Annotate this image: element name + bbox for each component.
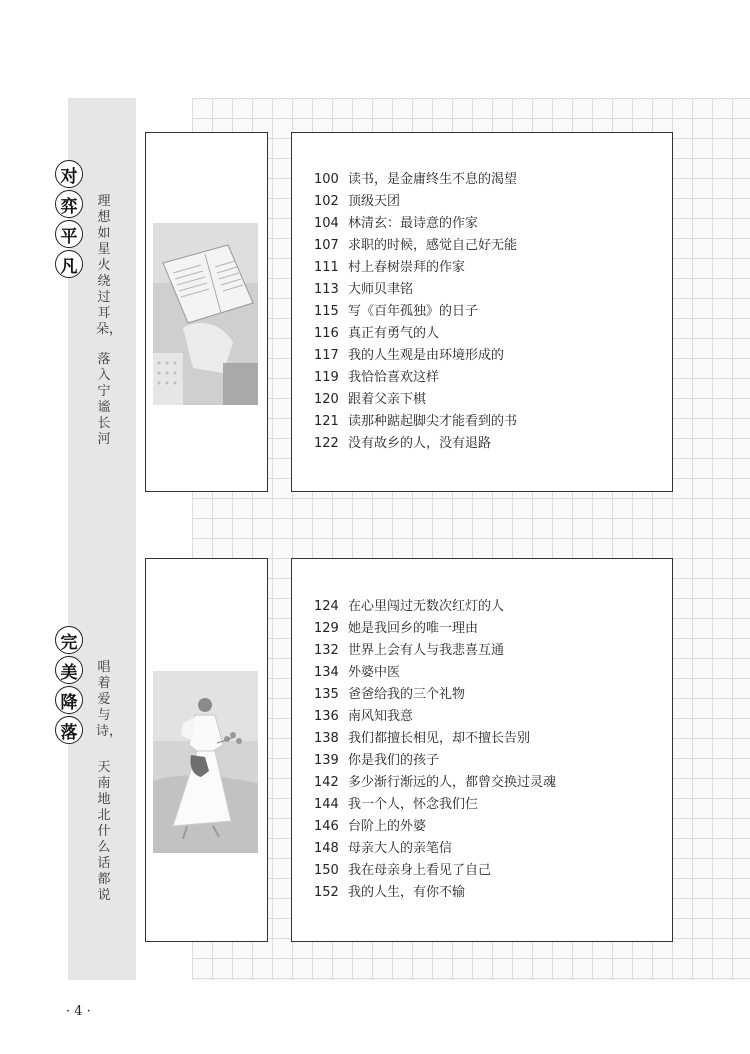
toc-entry: [314, 389, 517, 411]
section-title-1: [54, 160, 84, 280]
toc-entry: [314, 169, 517, 191]
toc-entry-title: 我的人生，有你不输: [348, 885, 466, 900]
toc-entry-title: 她是我回乡的唯一理由: [348, 621, 479, 636]
toc-page-number: 119: [314, 370, 339, 385]
toc-page-number: 150: [314, 863, 339, 878]
walking-woman-photo: [153, 671, 258, 853]
toc-page-number: 136: [314, 709, 339, 724]
photo-frame-2: [145, 558, 268, 942]
title-char: 平: [55, 220, 83, 248]
toc-entry: [314, 345, 517, 367]
toc-page-number: 104: [314, 216, 339, 231]
toc-entry: [314, 367, 517, 389]
toc-page-number: 129: [314, 621, 339, 636]
title-char: 对: [55, 160, 83, 188]
toc-entry: [314, 618, 556, 640]
toc-entry: [314, 235, 517, 257]
toc-entry-title: 我的人生观是由环境形成的: [348, 348, 505, 363]
toc-page-number: 144: [314, 797, 339, 812]
toc-page-number: 107: [314, 238, 339, 253]
toc-page-number: 142: [314, 775, 339, 790]
toc-entry: [314, 750, 556, 772]
title-char: 完: [55, 626, 83, 654]
toc-entry: [314, 684, 556, 706]
toc-page-number: 135: [314, 687, 339, 702]
toc-entry-title: 多少渐行渐远的人，都曾交换过灵魂: [348, 775, 557, 790]
title-char: 落: [55, 716, 83, 744]
toc-entry: [314, 411, 517, 433]
section-subtitle-1a: 理想如星火绕过耳朵，: [96, 194, 123, 337]
toc-page-number: 152: [314, 885, 339, 900]
toc-page-number: 120: [314, 392, 339, 407]
toc-entry-title: 你是我们的孩子: [348, 753, 440, 768]
toc-page-number: 134: [314, 665, 339, 680]
toc-page-number: 132: [314, 643, 339, 658]
toc-entry-title: 世界上会有人与我悲喜互通: [348, 643, 505, 658]
toc-page-number: 138: [314, 731, 339, 746]
toc-box-2: [291, 558, 673, 942]
toc-entry-title: 我一个人，怀念我们仨: [348, 797, 479, 812]
toc-page-number: 117: [314, 348, 339, 363]
toc-page-number: 139: [314, 753, 339, 768]
toc-entry-title: 没有故乡的人，没有退路: [348, 436, 492, 451]
toc-page-number: 102: [314, 194, 339, 209]
toc-entry-title: 写《百年孤独》的日子: [348, 304, 479, 319]
toc-entry-title: 读书，是金庸终生不息的渴望: [348, 172, 518, 187]
toc-entry-title: 我在母亲身上看见了自己: [348, 863, 492, 878]
toc-entry-title: 爸爸给我的三个礼物: [348, 687, 466, 702]
toc-entry-title: 大师贝聿铭: [348, 282, 414, 297]
toc-entry: [314, 662, 556, 684]
toc-entry: [314, 706, 556, 728]
toc-entry: [314, 794, 556, 816]
toc-entry: [314, 596, 556, 618]
toc-page-number: 148: [314, 841, 339, 856]
toc-page-number: 121: [314, 414, 339, 429]
toc-page-number: 113: [314, 282, 339, 297]
toc-box-1: [291, 132, 673, 492]
section-subtitle-1b: 落入宁谧长河: [97, 352, 111, 447]
toc-entry-title: 读那种踮起脚尖才能看到的书: [348, 414, 518, 429]
toc-entry-title: 村上春树崇拜的作家: [348, 260, 466, 275]
toc-entry: [314, 772, 556, 794]
toc-entry-title: 母亲大人的亲笔信: [348, 841, 453, 856]
toc-page-number: 116: [314, 326, 339, 341]
toc-list-2: [314, 596, 556, 904]
title-char: 凡: [55, 250, 83, 278]
toc-page-number: 111: [314, 260, 339, 275]
toc-page-number: 115: [314, 304, 339, 319]
toc-entry: [314, 728, 556, 750]
toc-entry-title: 南风知我意: [348, 709, 414, 724]
toc-entry: [314, 860, 556, 882]
toc-entry-title: 我恰恰喜欢这样: [348, 370, 440, 385]
toc-entry: [314, 433, 517, 455]
toc-entry-title: 我们都擅长相见，却不擅长告别: [348, 731, 531, 746]
toc-entry: [314, 838, 556, 860]
toc-page-number: 146: [314, 819, 339, 834]
toc-entry: [314, 640, 556, 662]
toc-page-number: 124: [314, 599, 339, 614]
photo-frame-1: [145, 132, 268, 492]
toc-entry: [314, 213, 517, 235]
toc-entry-title: 外婆中医: [348, 665, 401, 680]
toc-entry: [314, 323, 517, 345]
section-title-2: [54, 626, 84, 746]
section-subtitle-2a: 唱着爱与诗，: [96, 660, 123, 739]
toc-entry-title: 跟着父亲下棋: [348, 392, 427, 407]
toc-entry-title: 在心里闯过无数次红灯的人: [348, 599, 505, 614]
section-subtitle-2b: 天南地北什么话都说: [97, 760, 111, 903]
toc-entry-title: 真正有勇气的人: [348, 326, 440, 341]
title-char: 降: [55, 686, 83, 714]
title-char: 弈: [55, 190, 83, 218]
toc-entry: [314, 279, 517, 301]
toc-entry-title: 林清玄：最诗意的作家: [348, 216, 479, 231]
toc-entry-title: 台阶上的外婆: [348, 819, 427, 834]
toc-entry-title: 顶级天团: [348, 194, 401, 209]
page-number: · 4 ·: [66, 1004, 91, 1019]
reading-book-photo: [153, 223, 258, 405]
toc-entry: [314, 257, 517, 279]
title-char: 美: [55, 656, 83, 684]
toc-entry: [314, 882, 556, 904]
toc-list-1: [314, 169, 517, 455]
toc-entry: [314, 816, 556, 838]
toc-entry-title: 求职的时候，感觉自己好无能: [348, 238, 518, 253]
toc-entry: [314, 191, 517, 213]
toc-page-number: 100: [314, 172, 339, 187]
toc-entry: [314, 301, 517, 323]
toc-page-number: 122: [314, 436, 339, 451]
